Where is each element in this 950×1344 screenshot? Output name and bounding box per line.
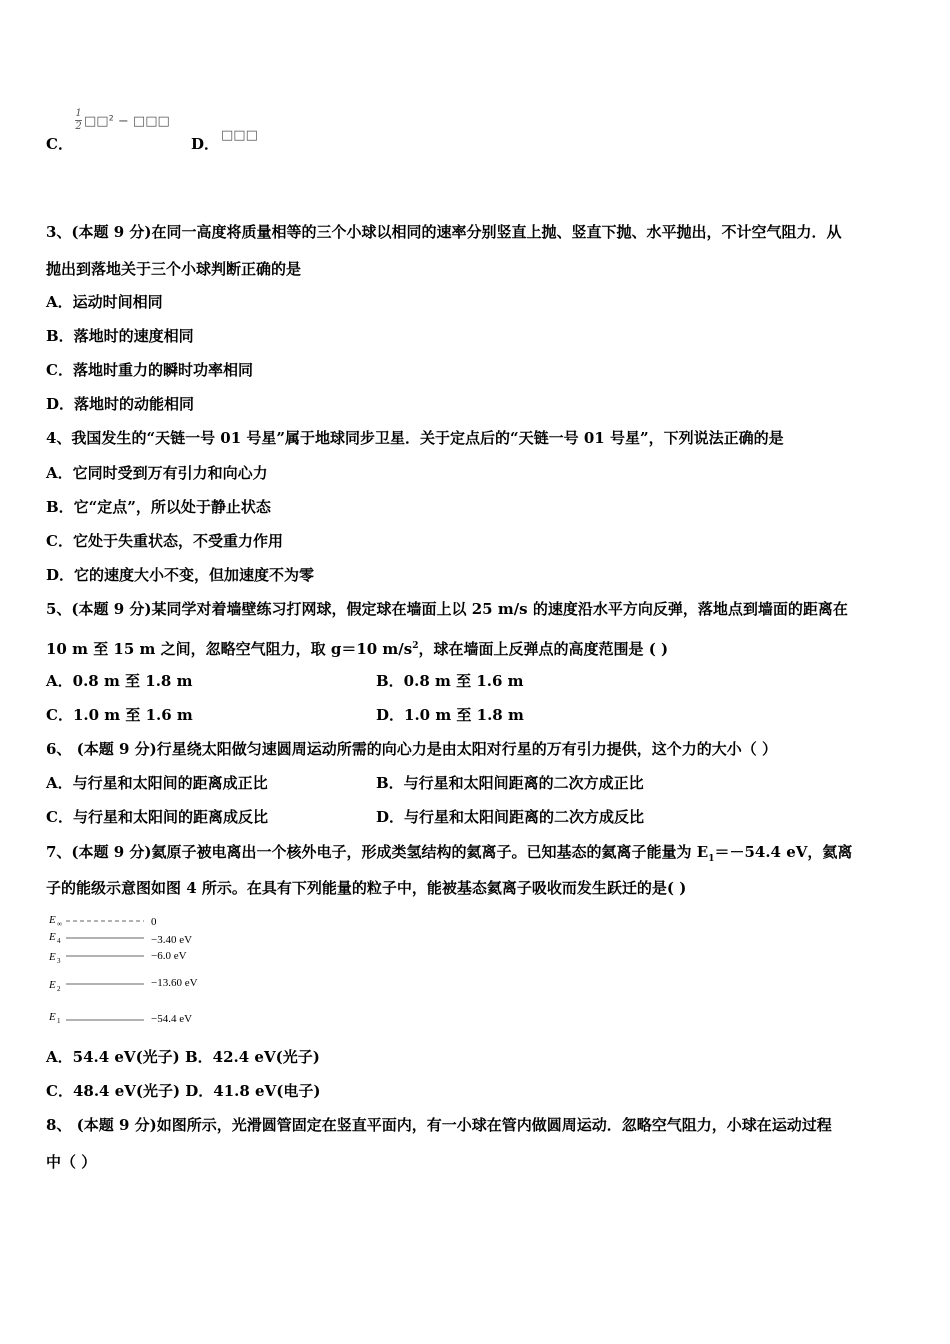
level-3 — [48, 950, 187, 965]
level-4 — [48, 931, 192, 946]
level-inf — [48, 914, 157, 928]
q7-stem-line1 — [46, 842, 852, 869]
q6-option-c: C．与行星和太阳间的距离成反比 — [46, 808, 268, 826]
level-2-sub: 2 — [57, 985, 61, 993]
level-3-value: −6.0 eV — [151, 950, 187, 962]
level-1 — [48, 1011, 192, 1025]
option-c-formula: □□² − □□□ — [84, 114, 170, 129]
level-1-label: E — [49, 1011, 56, 1023]
fraction-numerator: 1 — [75, 108, 82, 119]
q3-option-d: D．落地时的动能相同 — [46, 395, 195, 413]
fraction-half — [75, 108, 82, 132]
q3-stem-line2: 抛出到落地关于三个小球判断正确的是 — [46, 260, 302, 278]
q4-stem: 4、我国发生的“天链一号 01 号星”属于地球同步卫星．关于定点后的“天链一号 01 号星”，下列说法正确的是 — [46, 429, 784, 447]
level-4-sub: 4 — [57, 937, 61, 945]
q6-option-d: D．与行星和太阳间距离的二次方成反比 — [376, 808, 645, 826]
q5-option-a: A．0.8 m 至 1.8 m — [46, 672, 193, 690]
level-2-value: −13.60 eV — [151, 977, 198, 989]
level-inf-sub: ∞ — [57, 920, 62, 928]
q7-stem-line1-b: ＝－54.4 eV，氦离 — [714, 843, 853, 861]
q4-option-a: A．它同时受到万有引力和向心力 — [46, 464, 268, 482]
level-4-value: −3.40 eV — [151, 934, 193, 946]
level-inf-label: E — [49, 914, 56, 926]
q6-stem: 6、 (本题 9 分)行星绕太阳做匀速圆周运动所需的向心力是由太阳对行星的万有引力提供，这个力的大小（ ） — [46, 740, 777, 758]
q8-stem-line1: 8、 (本题 9 分)如图所示，光滑圆管固定在竖直平面内，有一小球在管内做圆周运动．忽略空气阻力，小球在运动过程 — [46, 1116, 832, 1134]
level-4-label: E — [49, 931, 56, 943]
q8-stem-line2: 中（ ） — [46, 1153, 97, 1171]
q5-option-b: B．0.8 m 至 1.6 m — [376, 672, 524, 690]
q4-option-b: B．它“定点”，所以处于静止状态 — [46, 498, 271, 516]
option-c-label: C． — [46, 135, 73, 153]
q7-subscript: 1 — [708, 854, 715, 864]
option-d-label: D． — [191, 135, 220, 153]
q5-stem-line2-a: 10 m 至 15 m 之间，忽略空气阻力，取 g＝10 m/s — [46, 640, 413, 658]
level-2 — [48, 977, 198, 993]
q4-option-d: D．它的速度大小不变，但加速度不为零 — [46, 566, 315, 584]
q7-options-row2: C．48.4 eV(光子) D．41.8 eV(电子) — [46, 1082, 321, 1100]
q3-option-a: A．运动时间相同 — [46, 293, 163, 311]
q6-option-a: A．与行星和太阳间的距离成正比 — [46, 774, 268, 792]
q4-option-c: C．它处于失重状态，不受重力作用 — [46, 532, 283, 550]
level-3-sub: 3 — [57, 957, 61, 965]
q5-option-d: D．1.0 m 至 1.8 m — [376, 706, 524, 724]
level-2-label: E — [49, 979, 56, 991]
level-3-label: E — [49, 951, 56, 963]
q5-stem-line1: 5、(本题 9 分)某同学对着墙壁练习打网球，假定球在墙面上以 25 m/s 的速度沿水平方向反弹，落地点到墙面的距离在 — [46, 600, 848, 618]
level-1-sub: 1 — [57, 1017, 61, 1025]
q7-stem-line2: 子的能级示意图如图 4 所示。在具有下列能量的粒子中，能被基态氦离子吸收而发生跃迁的是( ) — [46, 879, 687, 897]
level-inf-value: 0 — [151, 916, 157, 928]
fraction-denominator: 2 — [75, 121, 82, 132]
level-1-value: −54.4 eV — [151, 1013, 193, 1025]
q5-option-c: C．1.0 m 至 1.6 m — [46, 706, 193, 724]
option-d-formula: □□□ — [221, 128, 258, 143]
q5-stem-line2 — [46, 636, 668, 659]
q7-options-row1: A．54.4 eV(光子) B．42.4 eV(光子) — [46, 1048, 320, 1066]
q5-superscript: 2 — [412, 641, 419, 651]
q5-stem-line2-b: ，球在墙面上反弹点的高度范围是 ( ) — [418, 640, 669, 658]
q7-stem-line1-a: 7、(本题 9 分)氦原子被电离出一个核外电子，形成类氢结构的氦离子。已知基态的氦离子能量为 E — [46, 843, 709, 861]
q3-stem-line1: 3、(本题 9 分)在同一高度将质量相等的三个小球以相同的速率分别竖直上抛、竖直下抛、水平抛出，不计空气阻力．从 — [46, 223, 842, 241]
q3-option-b: B．落地时的速度相同 — [46, 327, 194, 345]
q3-option-c: C．落地时重力的瞬时功率相同 — [46, 361, 253, 379]
energy-level-diagram — [44, 910, 224, 1030]
q6-option-b: B．与行星和太阳间距离的二次方成正比 — [376, 774, 644, 792]
